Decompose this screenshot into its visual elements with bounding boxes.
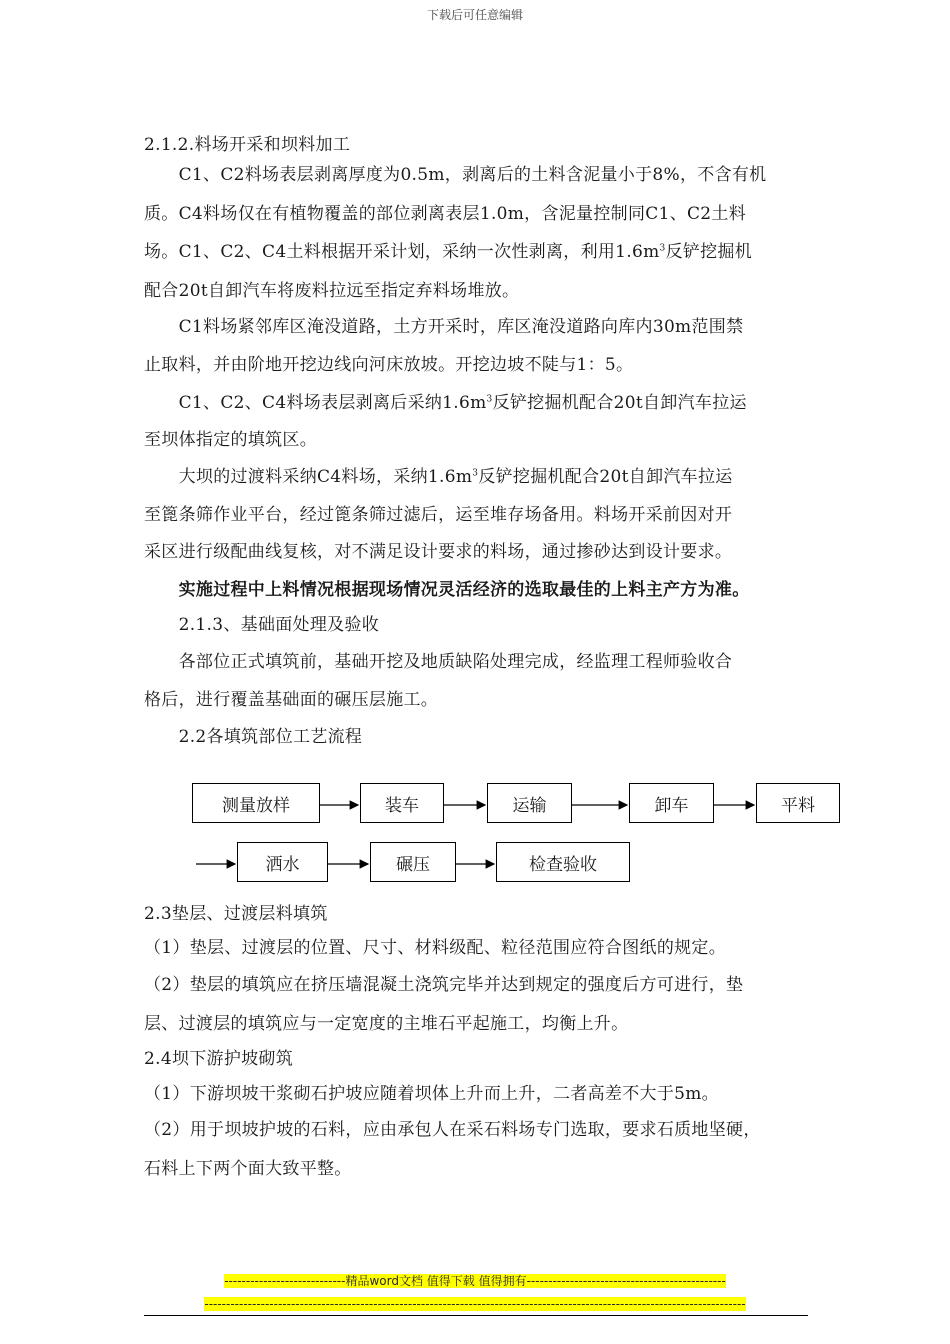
text-segment: 反铲挖掘机: [665, 242, 753, 262]
paragraph: 各部位正式填筑前，基础开挖及地质缺陷处理完成，经监理工程师验收合: [144, 652, 733, 672]
flow-step: 运输: [487, 783, 572, 823]
paragraph: 质。C4料场仅在有植物覆盖的部位剥离表层1.0m，含泥量控制同C1、C2土料: [144, 204, 747, 224]
section-heading: 2.1.3、基础面处理及验收: [144, 615, 380, 635]
paragraph: 止取料，并由阶地开挖边线向河床放坡。开挖边坡不陡与1：5。: [144, 355, 634, 375]
footer-dashes: [0, 1297, 950, 1311]
text-segment: 大坝的过渡料采纳C4料场，采纳1.6m: [144, 467, 473, 487]
paragraph: [144, 458, 814, 496]
paragraph: 采区进行级配曲线复核，对不满足设计要求的料场，通过掺砂达到设计要求。: [144, 542, 733, 562]
flow-step: 平料: [756, 783, 840, 823]
paragraph: [144, 384, 814, 422]
superscript: 3: [659, 243, 666, 254]
footer-rule: [144, 1315, 808, 1316]
paragraph: （2）用于坝坡护坡的石料，应由承包人在采石料场专门选取，要求石质地坚硬，: [144, 1120, 761, 1140]
flow-step: 装车: [360, 783, 444, 823]
flow-step: 卸车: [629, 783, 714, 823]
text-segment: C1、C2、C4料场表层剥离后采纳1.6m: [144, 393, 487, 413]
paragraph: 层、过渡层的填筑应与一定宽度的主堆石平起施工，均衡上升。: [144, 1014, 629, 1034]
paragraph: （1）下游坝坡干浆砌石护坡应随着坝体上升而上升，二者高差不大于5m。: [144, 1084, 719, 1104]
section-heading: 2.3垫层、过渡层料填筑: [144, 904, 328, 924]
section-heading: 2.4坝下游护坡砌筑: [144, 1049, 294, 1069]
text-segment: 反铲挖掘机配合20t自卸汽车拉运: [492, 393, 747, 413]
section-heading: 2.2各填筑部位工艺流程: [144, 727, 363, 747]
paragraph: 至篦条筛作业平台，经过篦条筛过滤后，运至堆存场备用。料场开采前因对开: [144, 505, 733, 525]
footer-text: ----------------------------精品word文档 值得下载 值得拥有----------------------------------------------: [224, 1274, 726, 1288]
paragraph: 格后，进行覆盖基础面的碾压层施工。: [144, 690, 439, 710]
bold-paragraph: 实施过程中上料情况根据现场情况灵活经济的选取最佳的上料主产方为准。: [144, 580, 750, 600]
superscript: 3: [472, 468, 479, 479]
paragraph: （2）垫层的填筑应在挤压墙混凝土浇筑完毕并达到规定的强度后方可进行，垫: [144, 975, 744, 995]
footer-text: -----------------------------------------------------------------------------------------------------------------------------: [204, 1297, 746, 1311]
text-segment: 反铲挖掘机配合20t自卸汽车拉运: [478, 467, 733, 487]
paragraph: 石料上下两个面大致平整。: [144, 1159, 352, 1179]
paragraph: C1料场紧邻库区淹没道路，土方开采时，库区淹没道路向库内30m范围禁: [144, 317, 744, 337]
paragraph: [144, 233, 814, 271]
flow-step: 洒水: [237, 842, 328, 882]
flow-step: 碾压: [370, 842, 456, 882]
paragraph: 配合20t自卸汽车将废料拉远至指定弃料场堆放。: [144, 281, 520, 301]
flow-step: 检查验收: [496, 842, 630, 882]
paragraph: C1、C2料场表层剥离厚度为0.5m，剥离后的土料含泥量小于8%，不含有机: [144, 165, 767, 185]
superscript: 3: [486, 394, 493, 405]
flow-step: 测量放样: [192, 783, 320, 823]
page-header: 下载后可任意编辑: [426, 8, 523, 22]
text-segment: 场。C1、C2、C4土料根据开采计划，采纳一次性剥离，利用1.6m: [144, 242, 660, 262]
footer-banner: [0, 1272, 950, 1289]
paragraph: 至坝体指定的填筑区。: [144, 430, 317, 450]
paragraph: （1）垫层、过渡层的位置、尺寸、材料级配、粒径范围应符合图纸的规定。: [144, 938, 727, 958]
paragraph: 2.1.2.料场开采和坝料加工: [144, 135, 351, 155]
